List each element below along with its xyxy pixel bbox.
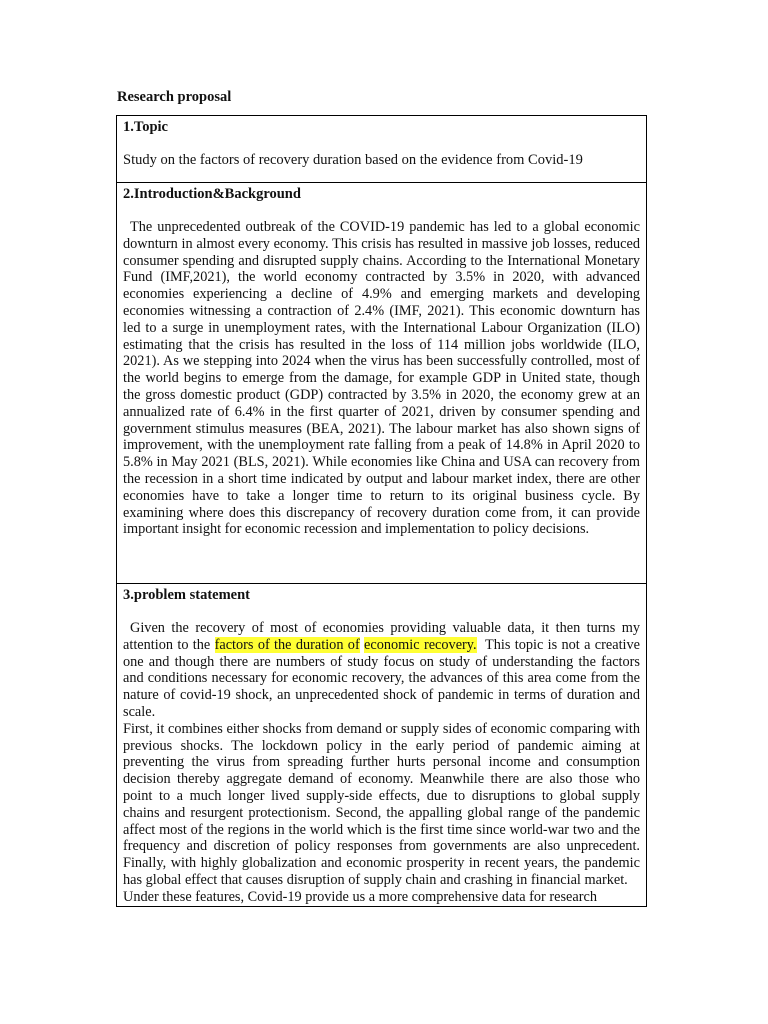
problem-p1-before: Given the recovery of most of economies providing valuable data, it then turns my attention to the [123, 620, 640, 653]
topic-heading: 1.Topic [123, 119, 168, 135]
introduction-paragraph: The unprecedented outbreak of the COVID-19 pandemic has led to a global economic downturn in almost every economy. This crisis has resulted in massive job losses, reduced consumer spending and disrupted supply chains. According to the International Monetary Fund (IMF,2021), the world economy contracted by 3.5% in 2020, with advanced economies experiencing a decline of 4.9% and emerging markets and developing economies witnessing a contraction of 2.4% (IMF, 2021). This economic downturn has led to a surge in unemployment rates, with the International Labour Organization (ILO) estimating that the crisis has resulted in the loss of 114 million jobs worldwide (ILO, 2021). As we stepping into 2024 when the virus has been successfully controlled, most of the world begins to emerge from the damage, for example GDP in United state, though the gross domestic product (GDP) contracted by 3.5% in 2020, the economy grew at an annualized rate of 6.4% in the first quarter of 2021, driven by consumer spending and government stimulus measures (BEA, 2021). The labour market has also shown signs of improvement, with the unemployment rate falling from a peak of 14.8% in April 2020 to 5.8% in May 2021 (BLS, 2021). While economies like China and USA can recovery from the recession in a short time indicated by output and labour market index, there are other economies have to take a longer time to return to its original business cycle. By examining where does this discrepancy of recovery duration come from, it can provide important insight for economic recession and implementation to policy decisions. [123, 219, 640, 538]
problem-cell [117, 584, 647, 907]
highlighted-phrase-2: economic recovery. [364, 636, 477, 653]
problem-paragraph-3: Under these features, Covid-19 provide us a more comprehensive data for research [123, 888, 597, 905]
problem-paragraph-2: First, it combines either shocks from demand or supply sides of economic comparing with previous shocks. The lockdown policy in the early period of pandemic aiming at preventing the virus from spreading further hurts personal income and consumption decision thereby aggregate demand of economy. Meanwhile there are also those who point to a much longer lived supply-side effects, due to disruptions to global supply chains and resurgent protectionism. Second, the appalling global range of the pandemic affect most of the regions in the world which is the first time since world-war two and the frequency and discretion of policy responses from governments are also unprecedent. Finally, with highly globalization and economic prosperity in recent years, the pandemic has global effect that causes disruption of supply chain and crashing in financial market. [123, 720, 640, 888]
problem-p1-after: This topic is not a creative one and though there are numbers of study focus on study of understanding the factors and conditions necessary for economic recovery, the advances of this area come from the nature of covid-19 shock, an unprecedented shock of pandemic in terms of duration and scale. [123, 636, 641, 720]
introduction-heading: 2.Introduction&Background [123, 186, 301, 202]
topic-cell [117, 116, 647, 183]
introduction-row [117, 183, 647, 584]
topic-text: Study on the factors of recovery duration based on the evidence from Covid-19 [123, 152, 583, 168]
problem-heading: 3.problem statement [123, 587, 250, 603]
problem-paragraph-1 [123, 620, 640, 721]
document-title: Research proposal [117, 89, 232, 105]
topic-row [117, 116, 647, 183]
introduction-cell [117, 183, 647, 584]
highlighted-phrase-1: factors of the duration of [214, 636, 360, 653]
problem-row [117, 584, 647, 907]
proposal-table [116, 115, 647, 907]
